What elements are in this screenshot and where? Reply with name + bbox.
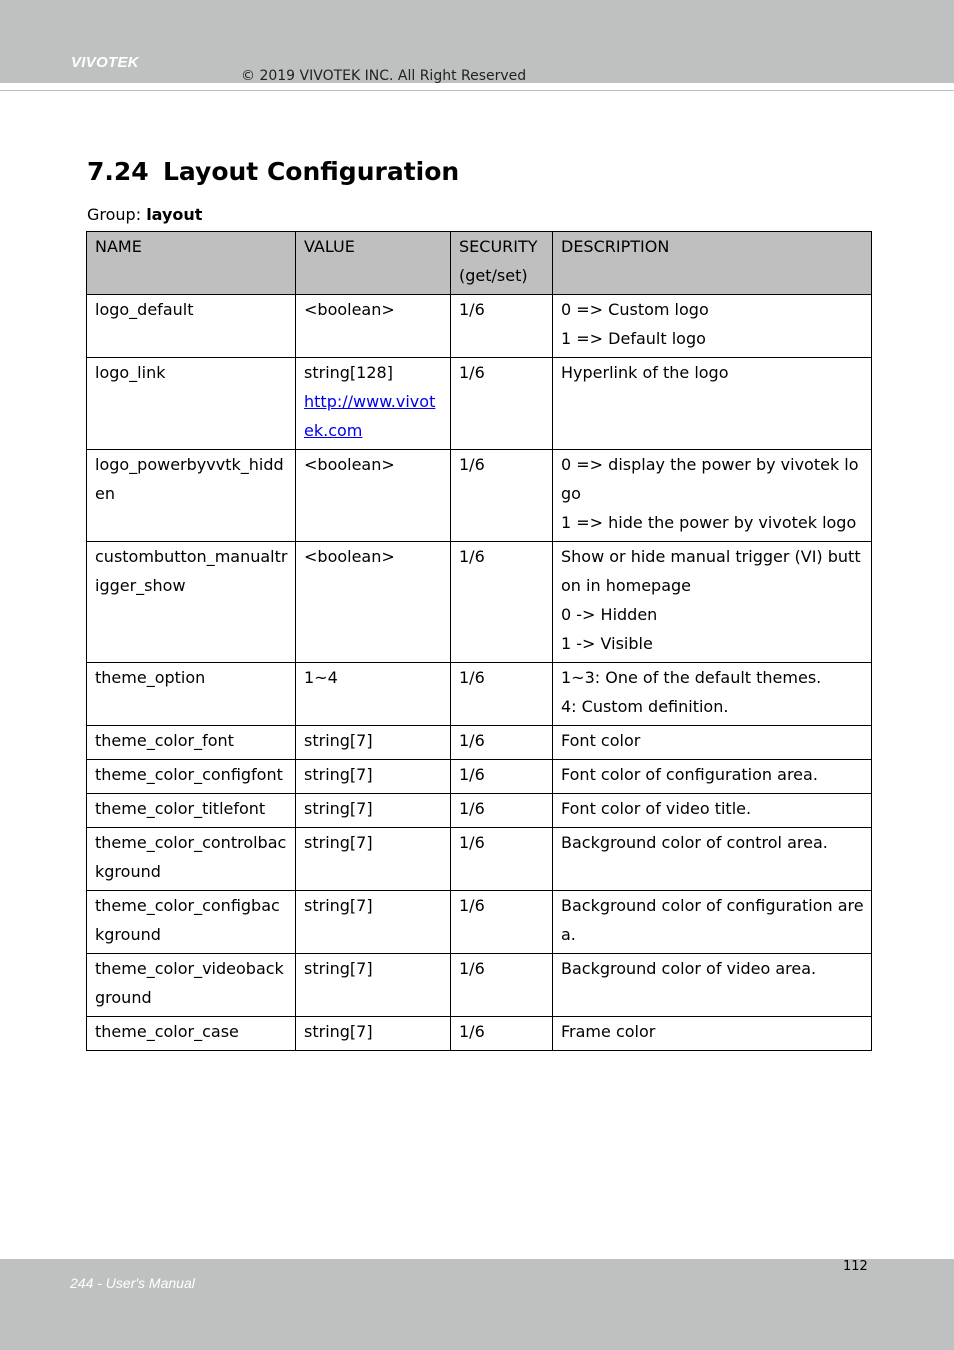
cell-description <box>553 663 872 726</box>
cell-description <box>553 726 872 760</box>
cell-description <box>553 358 872 450</box>
cell-value <box>296 663 451 726</box>
value-line: string[7] <box>304 833 373 852</box>
description-line: Background color of video area. <box>561 959 817 978</box>
cell-value <box>296 828 451 891</box>
cell-description <box>553 1017 872 1051</box>
table-row <box>87 1017 872 1051</box>
cell-security: 1/6 <box>451 891 553 954</box>
cell-description <box>553 760 872 794</box>
cell-security: 1/6 <box>451 542 553 663</box>
description-line: 0 -> Hidden <box>561 605 658 624</box>
cell-value <box>296 542 451 663</box>
description-line: 1~3: One of the default themes. <box>561 668 822 687</box>
value-line: <boolean> <box>304 300 395 319</box>
cell-value <box>296 954 451 1017</box>
description-line: Show or hide manual trigger (VI) button in homepage <box>561 547 861 595</box>
cell-security: 1/6 <box>451 295 553 358</box>
cell-value <box>296 1017 451 1051</box>
cell-security: 1/6 <box>451 450 553 542</box>
cell-value <box>296 726 451 760</box>
description-line: Font color of configuration area. <box>561 765 818 784</box>
value-link[interactable]: http://www.vivotek.com <box>304 392 436 440</box>
group-label: Group: <box>87 205 147 224</box>
description-line: 1 -> Visible <box>561 634 653 653</box>
group-name: layout <box>146 205 203 224</box>
description-line: Background color of control area. <box>561 833 828 852</box>
section-title: Layout Configuration <box>163 157 460 186</box>
value-line: string[128] <box>304 363 393 382</box>
description-line: 0 => Custom logo <box>561 300 709 319</box>
table-row <box>87 891 872 954</box>
table-row <box>87 358 872 450</box>
value-line: string[7] <box>304 799 373 818</box>
table-row <box>87 794 872 828</box>
cell-description <box>553 542 872 663</box>
table-row <box>87 450 872 542</box>
cell-parameter-name: logo_powerbyvvtk_hidden <box>87 450 296 542</box>
cell-value <box>296 450 451 542</box>
manual-page-label: 244 - User's Manual <box>70 1275 195 1291</box>
cell-description <box>553 794 872 828</box>
table-row <box>87 663 872 726</box>
cell-value <box>296 891 451 954</box>
page-number: 112 <box>843 1259 868 1274</box>
cell-value <box>296 794 451 828</box>
table-row <box>87 295 872 358</box>
cell-parameter-name: logo_link <box>87 358 296 450</box>
table-row <box>87 726 872 760</box>
cell-security: 1/6 <box>451 794 553 828</box>
description-line: Background color of configuration area. <box>561 896 864 944</box>
cell-description <box>553 295 872 358</box>
table-body <box>87 295 872 1051</box>
value-line: string[7] <box>304 765 373 784</box>
description-line: Hyperlink of the logo <box>561 363 729 382</box>
cell-security: 1/6 <box>451 358 553 450</box>
table-row <box>87 760 872 794</box>
value-line: <boolean> <box>304 547 395 566</box>
description-line: 0 => display the power by vivotek logo <box>561 455 859 503</box>
column-header-security-line: (get/set) <box>459 266 528 285</box>
footer-band <box>0 1259 954 1350</box>
description-line: 1 => hide the power by vivotek logo <box>561 513 857 532</box>
cell-value <box>296 760 451 794</box>
column-header-security-line: SECURITY <box>459 237 538 256</box>
description-line: 1 => Default logo <box>561 329 706 348</box>
description-line: 4: Custom definition. <box>561 697 729 716</box>
cell-parameter-name: theme_color_titlefont <box>87 794 296 828</box>
value-line: 1~4 <box>304 668 338 687</box>
cell-security: 1/6 <box>451 726 553 760</box>
section-number: 7.24 <box>87 157 149 186</box>
cell-description <box>553 954 872 1017</box>
section-heading <box>87 157 459 186</box>
cell-security: 1/6 <box>451 828 553 891</box>
cell-parameter-name: theme_color_case <box>87 1017 296 1051</box>
cell-parameter-name: theme_color_videobackground <box>87 954 296 1017</box>
brand-logo-text: VIVOTEK <box>71 54 139 71</box>
value-line: string[7] <box>304 1022 373 1041</box>
parameter-table <box>86 231 872 1051</box>
column-header-description: DESCRIPTION <box>553 232 872 295</box>
cell-parameter-name: logo_default <box>87 295 296 358</box>
group-line <box>87 205 202 224</box>
cell-parameter-name: theme_color_controlbackground <box>87 828 296 891</box>
cell-security: 1/6 <box>451 954 553 1017</box>
value-line: string[7] <box>304 731 373 750</box>
cell-parameter-name: theme_color_configbackground <box>87 891 296 954</box>
cell-security: 1/6 <box>451 760 553 794</box>
table-header-row <box>87 232 872 295</box>
cell-value <box>296 358 451 450</box>
cell-description <box>553 828 872 891</box>
column-header-security <box>451 232 553 295</box>
column-header-value: VALUE <box>296 232 451 295</box>
table-row <box>87 954 872 1017</box>
description-line: Frame color <box>561 1022 656 1041</box>
column-header-name: NAME <box>87 232 296 295</box>
value-line: <boolean> <box>304 455 395 474</box>
value-line: string[7] <box>304 959 373 978</box>
value-line: string[7] <box>304 896 373 915</box>
copyright-text: © 2019 VIVOTEK INC. All Right Reserved <box>241 68 527 84</box>
cell-parameter-name: theme_color_configfont <box>87 760 296 794</box>
description-line: Font color <box>561 731 641 750</box>
cell-parameter-name: theme_option <box>87 663 296 726</box>
description-line: Font color of video title. <box>561 799 752 818</box>
cell-value <box>296 295 451 358</box>
cell-description <box>553 450 872 542</box>
table-row <box>87 828 872 891</box>
cell-security: 1/6 <box>451 1017 553 1051</box>
cell-parameter-name: theme_color_font <box>87 726 296 760</box>
cell-parameter-name: custombutton_manualtrigger_show <box>87 542 296 663</box>
table-row <box>87 542 872 663</box>
header-divider <box>0 90 954 91</box>
cell-description <box>553 891 872 954</box>
cell-security: 1/6 <box>451 663 553 726</box>
